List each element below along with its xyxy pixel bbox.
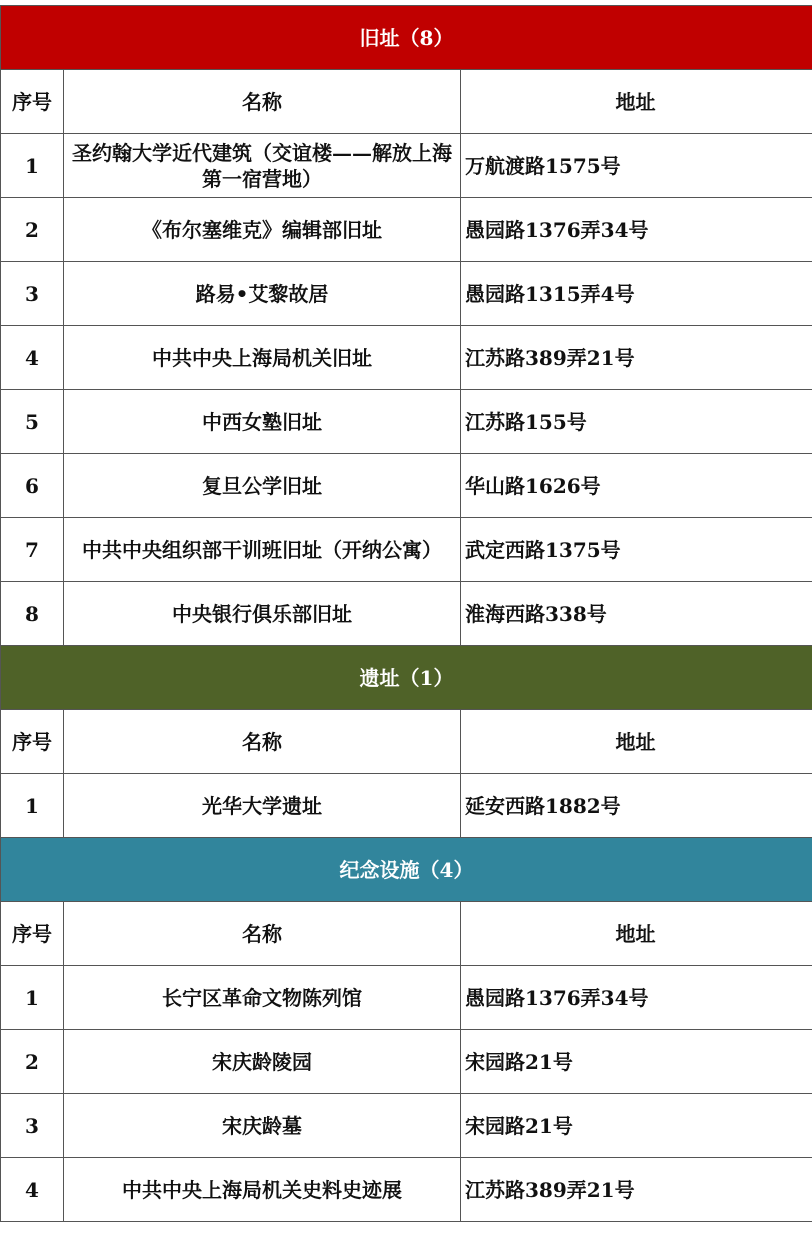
row-address: 华山路1626号	[461, 454, 812, 518]
column-header-index: 序号	[1, 70, 64, 134]
row-index: 1	[1, 134, 64, 198]
table-row	[1, 326, 812, 390]
row-name: 复旦公学旧址	[64, 454, 461, 518]
row-name: 宋庆龄陵园	[64, 1030, 461, 1094]
table-row	[1, 198, 812, 262]
row-name: 中央银行俱乐部旧址	[64, 582, 461, 646]
table-row	[1, 518, 812, 582]
row-address: 江苏路389弄21号	[461, 326, 812, 390]
section-title: 遗址（1）	[1, 646, 812, 710]
heritage-sites-table	[0, 5, 812, 1222]
column-header-address: 地址	[461, 710, 812, 774]
section-header-ruins	[1, 646, 812, 710]
row-index: 1	[1, 966, 64, 1030]
row-address: 淮海西路338号	[461, 582, 812, 646]
row-address: 愚园路1376弄34号	[461, 198, 812, 262]
column-header-row	[1, 710, 812, 774]
row-name: 光华大学遗址	[64, 774, 461, 838]
row-address: 宋园路21号	[461, 1094, 812, 1158]
row-name: 路易•艾黎故居	[64, 262, 461, 326]
section-title: 旧址（8）	[1, 6, 812, 70]
table-row	[1, 390, 812, 454]
section-title: 纪念设施（4）	[1, 838, 812, 902]
row-index: 4	[1, 326, 64, 390]
column-header-index: 序号	[1, 902, 64, 966]
row-index: 6	[1, 454, 64, 518]
row-name: 长宁区革命文物陈列馆	[64, 966, 461, 1030]
column-header-address: 地址	[461, 70, 812, 134]
column-header-address: 地址	[461, 902, 812, 966]
table-row	[1, 1094, 812, 1158]
column-header-index: 序号	[1, 710, 64, 774]
row-index: 7	[1, 518, 64, 582]
table-row	[1, 134, 812, 198]
row-name: 《布尔塞维克》编辑部旧址	[64, 198, 461, 262]
table-row	[1, 582, 812, 646]
section-header-old-sites	[1, 6, 812, 70]
row-index: 1	[1, 774, 64, 838]
row-name: 中共中央上海局机关旧址	[64, 326, 461, 390]
table-row	[1, 966, 812, 1030]
row-name: 中共中央上海局机关史料史迹展	[64, 1158, 461, 1222]
row-address: 愚园路1315弄4号	[461, 262, 812, 326]
row-address: 江苏路389弄21号	[461, 1158, 812, 1222]
row-index: 8	[1, 582, 64, 646]
column-header-name: 名称	[64, 710, 461, 774]
row-name: 中共中央组织部干训班旧址（开纳公寓）	[64, 518, 461, 582]
table-row	[1, 454, 812, 518]
row-address: 江苏路155号	[461, 390, 812, 454]
section-header-memorials	[1, 838, 812, 902]
row-address: 愚园路1376弄34号	[461, 966, 812, 1030]
row-index: 2	[1, 1030, 64, 1094]
row-index: 5	[1, 390, 64, 454]
row-address: 延安西路1882号	[461, 774, 812, 838]
table-row	[1, 774, 812, 838]
row-index: 3	[1, 262, 64, 326]
row-name: 宋庆龄墓	[64, 1094, 461, 1158]
row-name: 中西女塾旧址	[64, 390, 461, 454]
column-header-row	[1, 70, 812, 134]
table-row	[1, 1158, 812, 1222]
row-index: 4	[1, 1158, 64, 1222]
column-header-name: 名称	[64, 70, 461, 134]
row-index: 3	[1, 1094, 64, 1158]
row-address: 武定西路1375号	[461, 518, 812, 582]
table-row	[1, 262, 812, 326]
row-address: 万航渡路1575号	[461, 134, 812, 198]
column-header-row	[1, 902, 812, 966]
row-index: 2	[1, 198, 64, 262]
row-address: 宋园路21号	[461, 1030, 812, 1094]
table-row	[1, 1030, 812, 1094]
row-name: 圣约翰大学近代建筑（交谊楼——解放上海第一宿营地）	[64, 134, 461, 198]
column-header-name: 名称	[64, 902, 461, 966]
